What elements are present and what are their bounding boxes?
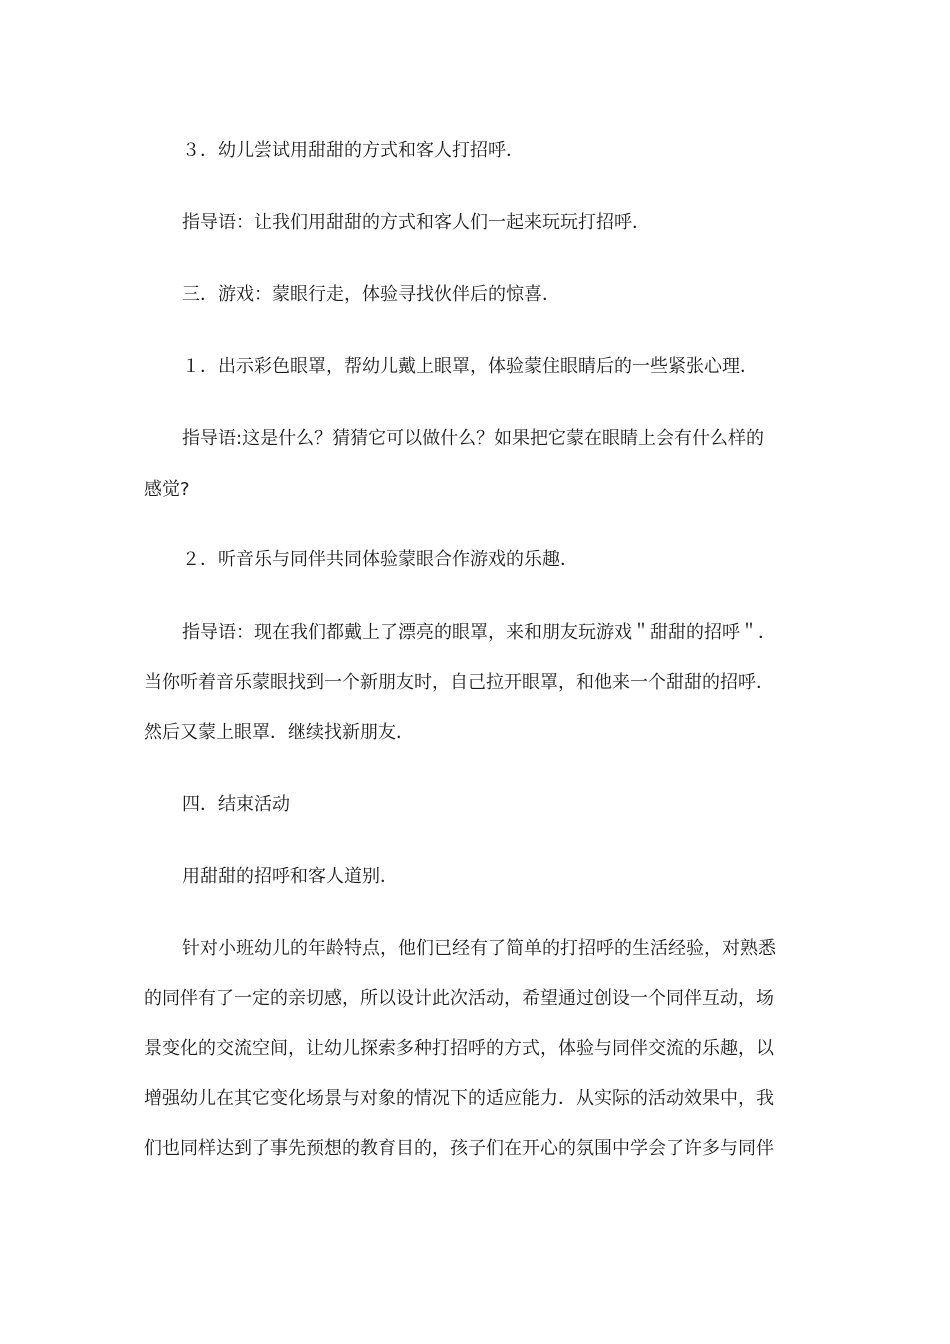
reflection-line-3: 景变化的交流空间，让幼儿探索多种打招呼的方式，体验与同伴交流的乐趣，以 bbox=[144, 1038, 774, 1059]
reflection-line-5: 们也同样达到了事先预想的教育目的，孩子们在开心的氛围中学会了许多与同伴 bbox=[144, 1138, 774, 1159]
step-1-line: １．出示彩色眼罩，帮幼儿戴上眼罩，体验蒙住眼睛后的一些紧张心理． bbox=[182, 356, 758, 377]
reflection-line-2: 的同伴有了一定的亲切感，所以设计此次活动，希望通过创设一个同伴互动，场 bbox=[144, 988, 774, 1009]
section-3-heading: 三．游戏：蒙眼行走，体验寻找伙伴后的惊喜． bbox=[182, 284, 560, 305]
step-2-line: ２．听音乐与同伴共同体验蒙眼合作游戏的乐趣． bbox=[182, 549, 578, 570]
reflection-line-1: 针对小班幼儿的年龄特点，他们已经有了简单的打招呼的生活经验，对熟悉 bbox=[182, 938, 776, 959]
guide-line-3: 指导语：现在我们都戴上了漂亮的眼罩，来和朋友玩游戏＂甜甜的招呼＂． bbox=[182, 622, 776, 643]
guide-line-1: 指导语：让我们用甜甜的方式和客人们一起来玩玩打招呼． bbox=[182, 212, 650, 233]
guide-line-3-cont-2: 然后又蒙上眼罩．继续找新朋友． bbox=[144, 722, 414, 743]
step-3-line: ３．幼儿尝试用甜甜的方式和客人打招呼． bbox=[182, 140, 524, 161]
guide-line-3-cont-1: 当你听着音乐蒙眼找到一个新朋友时，自己拉开眼罩，和他来一个甜甜的招呼． bbox=[144, 672, 774, 693]
guide-line-2: 指导语:这是什么？猜猜它可以做什么？如果把它蒙在眼睛上会有什么样的 bbox=[182, 428, 765, 449]
reflection-line-4: 增强幼儿在其它变化场景与对象的情况下的适应能力．从实际的活动效果中，我 bbox=[144, 1088, 774, 1109]
farewell-line: 用甜甜的招呼和客人道别． bbox=[182, 866, 398, 887]
guide-line-2-cont: 感觉? bbox=[144, 479, 190, 500]
section-4-heading: 四．结束活动 bbox=[182, 794, 290, 815]
